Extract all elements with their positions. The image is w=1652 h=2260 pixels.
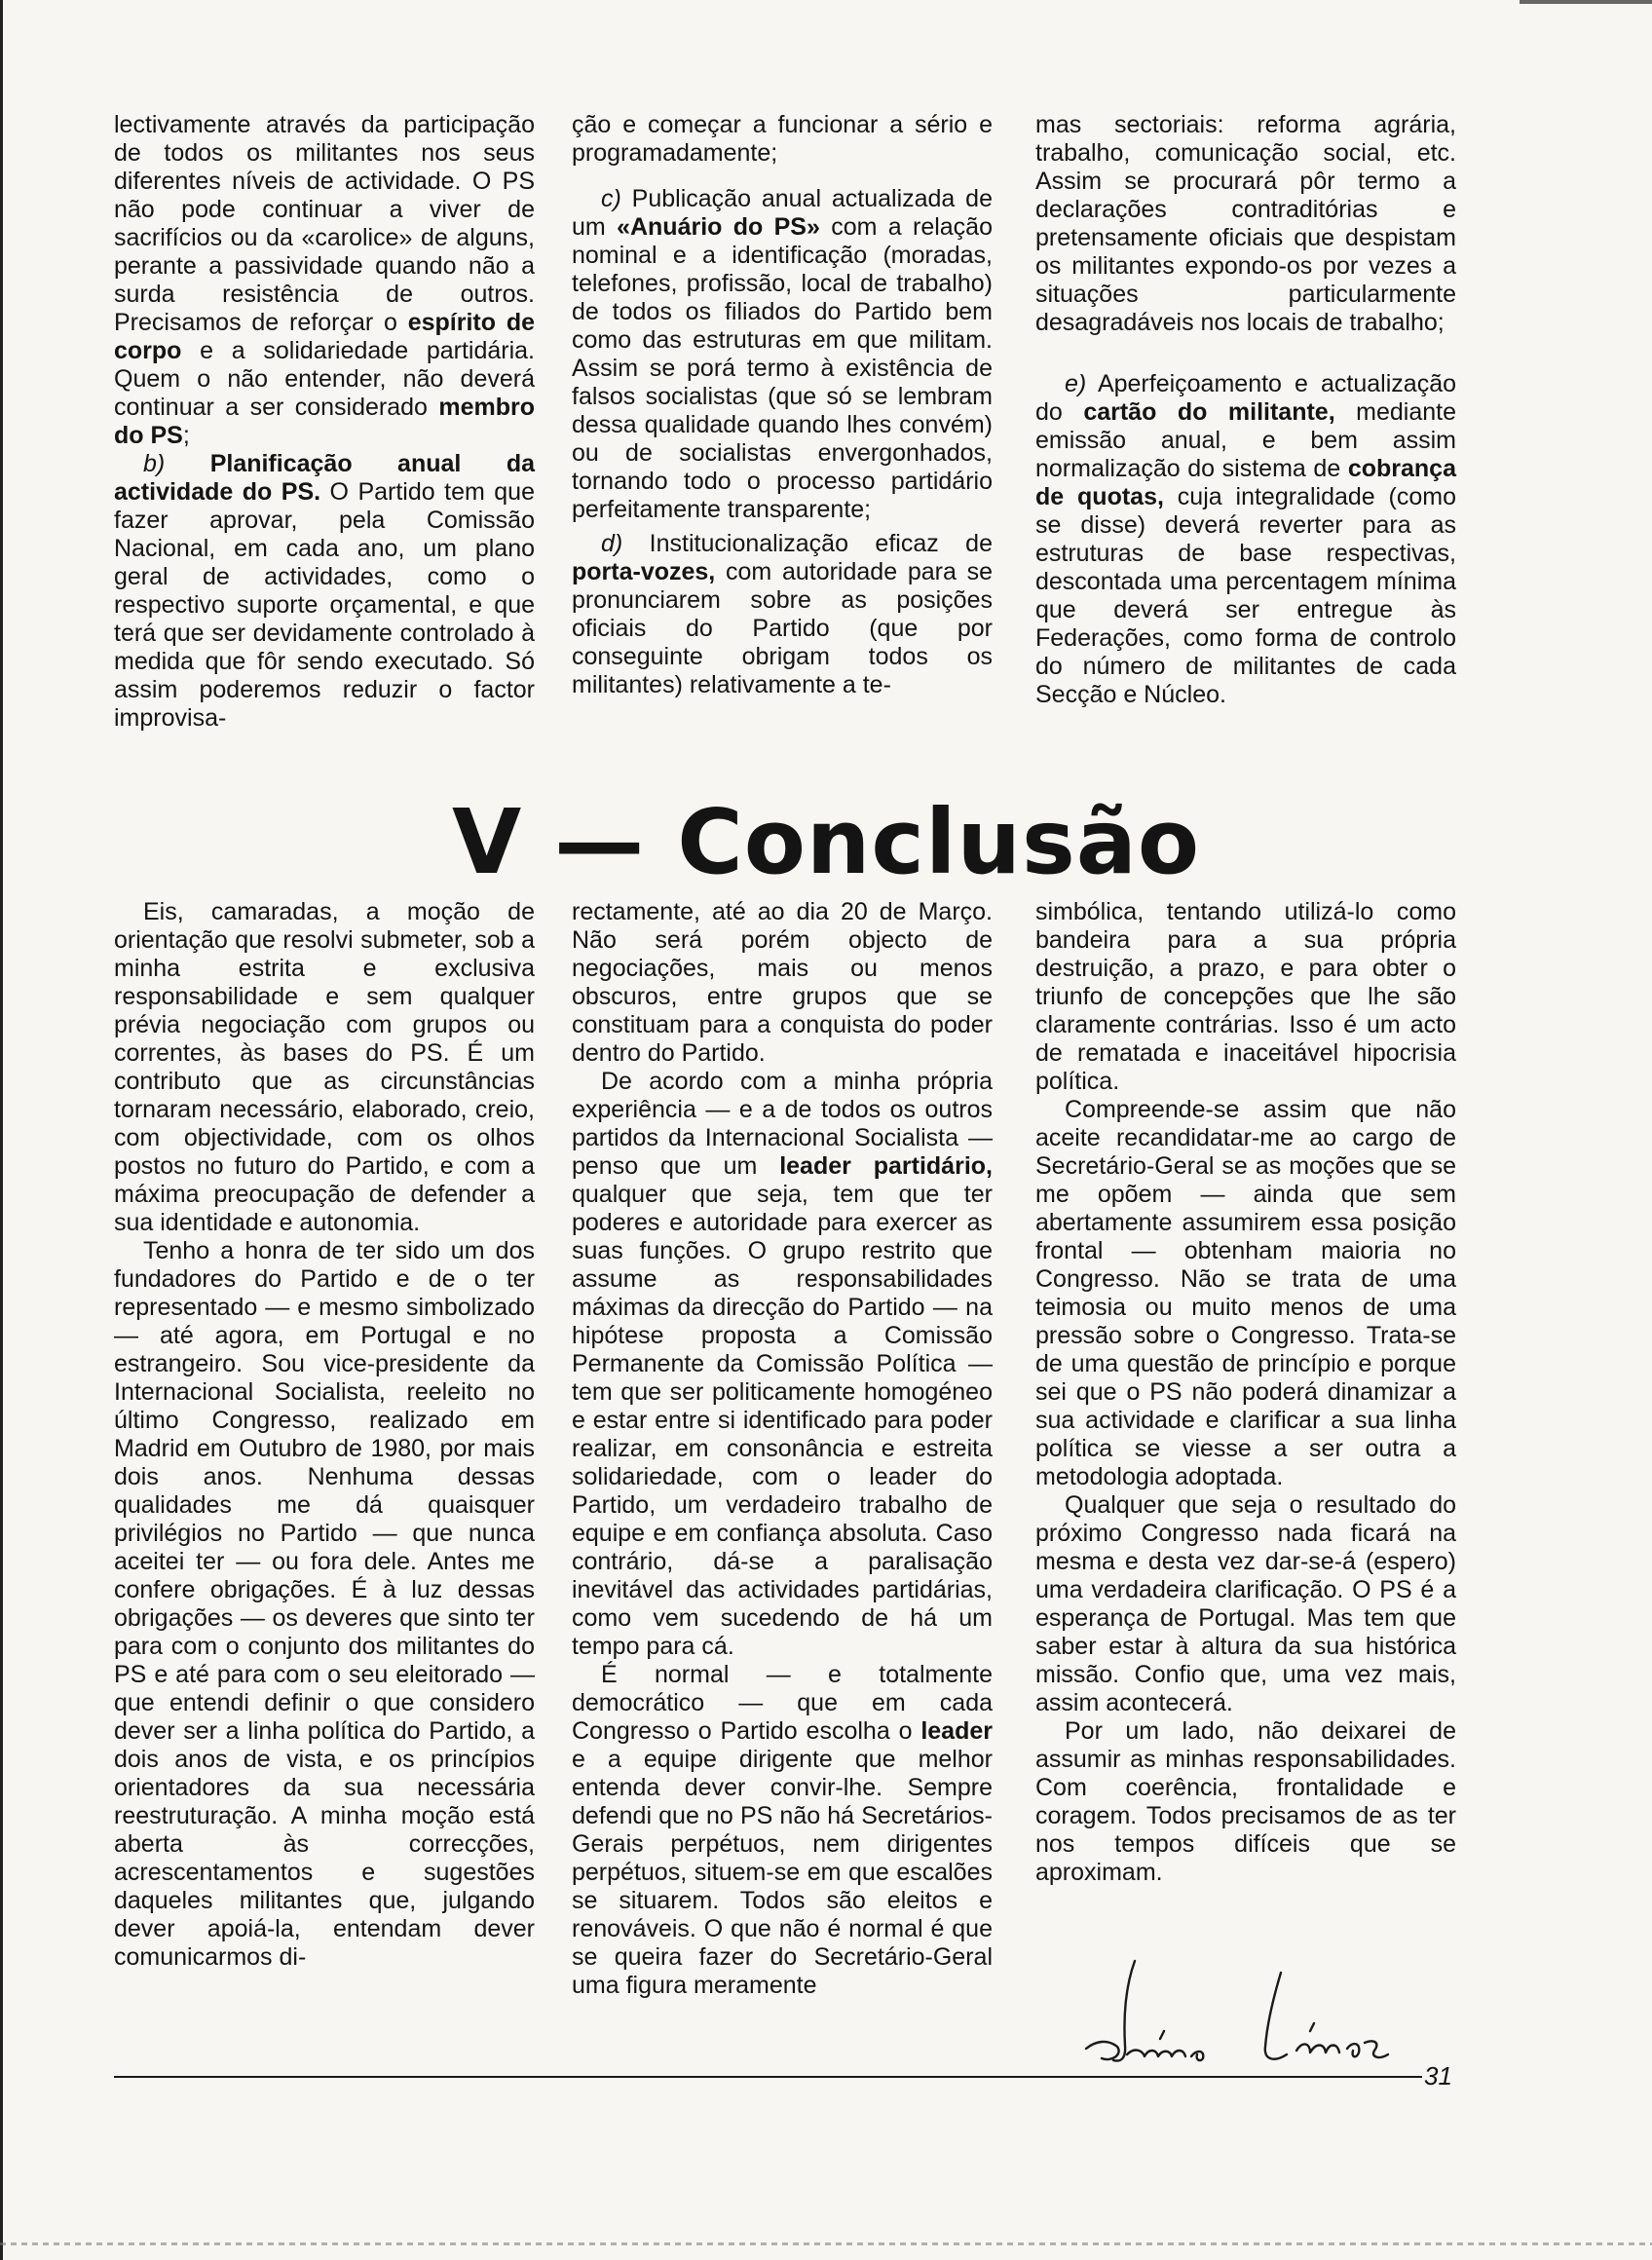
paragraph: Eis, camaradas, a moção de orientação que resolvi submeter, sob a minha estrita e exclusiva responsabilidade e sem qualquer prévia negociação com grupos ou correntes, às bases do PS. É um contributo que as circunstâncias tornaram necessário, elaborado, creio, com objectividade, com os olhos postos no futuro do Partido, e com a máxima preocupação de defender a sua identidade e autonomia. [114,898,535,1236]
footer-rule [114,2076,1422,2078]
bottom-column-3 [1035,898,1456,1887]
paragraph: c) Publicação anual actualizada de um «Anuário do PS» com a relação nominal e a identificação (moradas, telefones, profissão, local de trabalho) de todos os filiados do Partido bem como das estruturas em que militam. Assim se porá termo à existência de falsos socialistas (que só se lembram dessa qualidade quando lhes convém) ou de socialistas envergonhados, tornando todo o processo partidário perfeitamente transparente; [572,185,993,523]
paragraph: Qualquer que seja o resultado do próximo Congresso nada ficará na mesma e desta vez dar-se-á (espero) uma verdadeira clarificação. O PS é a esperança de Portugal. Mas tem que saber estar à altura da sua histórica missão. Confio que, uma vez mais, assim acontecerá. [1035,1491,1456,1716]
paragraph: e) Aperfeiçoamento e actualização do cartão do militante, mediante emissão anual, e bem assim normalização do sistema de cobrança de quotas, cuja integralidade (como se disse) deverá reverter para as estruturas de base respectivas, descontada uma percentagem mínima que deverá ser entregue às Federações, como forma de controlo do número de militantes de cada Secção e Núcleo. [1035,370,1457,708]
paragraph: Por um lado, não deixarei de assumir as minhas responsabilidades. Com coerência, frontalidade e coragem. Todos precisamos de as ter nos tempos difíceis que se aproximam. [1035,1717,1456,1886]
paragraph: rectamente, até ao dia 20 de Março. Não será porém objecto de negociações, mais ou menos obscuros, entre grupos que se constituam para a conquista do poder dentro do Partido. [572,898,993,1067]
paragraph: ção e começar a funcionar a sério e programadamente; [572,111,993,167]
top-column-2 [572,111,993,699]
handwritten-signature [1067,1953,1417,2080]
paragraph: d) Institucionalização eficaz de porta-vozes, com autoridade para se pronunciarem sobre as posições oficiais do Partido (que por conseguinte obrigam todos os militantes) relativamente a te- [572,530,993,698]
scan-edge-bottom [0,2242,1652,2245]
top-column-3 [1035,111,1456,709]
paragraph: Tenho a honra de ter sido um dos fundadores do Partido e de o ter representado — e mesmo simbolizado — até agora, em Portugal e no estrangeiro. Sou vice-presidente da Internacional Socialista, reeleito no último Congresso, realizado em Madrid em Outubro de 1980, por mais dois anos. Nenhuma dessas qualidades me dá quaisquer privilégios no Partido — que nunca aceitei ter — ou fora dele. Antes me confere obrigações. É à luz dessas obrigações — os deveres que sinto ter para com o conjunto dos militantes do PS e até para com o seu eleitorado — que entendi definir o que considero dever ser a linha política do Partido, a dois anos de vista, e os princípios orientadores da sua necessária reestruturação. A minha moção está aberta às correcções, acrescentamentos e sugestões daqueles militantes que, julgando dever apoiá-la, entendam dever comunicarmos di- [114,1237,535,1971]
section-heading: V — Conclusão [451,790,1201,894]
paragraph: Compreende-se assim que não aceite recandidatar-me ao cargo de Secretário-Geral se as moções que se me opõem — ainda que sem abertamente assumirem essa posição frontal — obtenham maioria no Congresso. Não se trata de uma teimosia ou muito menos de uma pressão sobre o Congresso. Trata-se de uma questão de princípio e porque sei que o PS não poderá dinamizar a sua actividade e clarificar a sua linha política se viesse a ser outra a metodologia adoptada. [1035,1096,1456,1490]
paragraph: De acordo com a minha própria experiência — e a de todos os outros partidos da Internacional Socialista — penso que um leader partidário, qualquer que seja, tem que ter poderes e autoridade para exercer as suas funções. O grupo restrito que assume as responsabilidades máximas da direcção do Partido — na hipótese proposta a Comissão Permanente da Comissão Política — tem que ser politicamente homogéneo e estar entre si identificado para poder realizar, em consonância e estreita solidariedade, com o leader do Partido, um verdadeiro trabalho de equipe e em confiança absoluta. Caso contrário, dá-se a paralisação inevitável das actividades partidárias, como vem sucedendo de há um tempo para cá. [572,1068,993,1660]
scan-edge-top [1520,0,1652,4]
paragraph: É normal — e totalmente democrático — que em cada Congresso o Partido escolha o leader e a equipe dirigente que melhor entenda dever convir-lhe. Sempre defendi que no PS não há Secretários-Gerais perpétuos, nem dirigentes perpétuos, situem-se em que escalões se situarem. Todos são eleitos e renováveis. O que não é normal é que se queira fazer do Secretário-Geral uma figura meramente [572,1661,993,1999]
page-number: 31 [1424,2061,1452,2090]
paragraph: mas sectoriais: reforma agrária, trabalho, comunicação social, etc. Assim se procurará pôr termo a declarações contraditórias e pretensamente oficiais que despistam os militantes expondo-os por vezes a situações particularmente desagradáveis nos locais de trabalho; [1035,111,1456,336]
paragraph: simbólica, tentando utilizá-lo como bandeira para a sua própria destruição, a prazo, e para obter o triunfo de concepções que lhe são claramente contrárias. Isso é um acto de rematada e inaceitável hipocrisia política. [1035,898,1456,1095]
top-column-1 [114,111,535,733]
paragraph: lectivamente através da participação de todos os militantes nos seus diferentes níveis de actividade. O PS não pode continuar a viver de sacrifícios ou da «carolice» de alguns, perante a passividade quando não a surda resistência de outros. Precisamos de reforçar o espírito de corpo e a solidariedade partidária. Quem o não entender, não deverá continuar a ser considerado membro do PS; [114,111,536,449]
bottom-column-1 [114,898,535,1972]
bottom-column-2 [572,898,993,2000]
paragraph: b) Planificação anual da actividade do PS. O Partido tem que fazer aprovar, pela Comissão Nacional, em cada ano, um plano geral de actividades, como o respectivo suporte orçamental, e que terá que ser devidamente controlado à medida que fôr sendo executado. Só assim poderemos reduzir o factor improvisa- [114,450,535,732]
scan-edge-left [0,0,3,2260]
